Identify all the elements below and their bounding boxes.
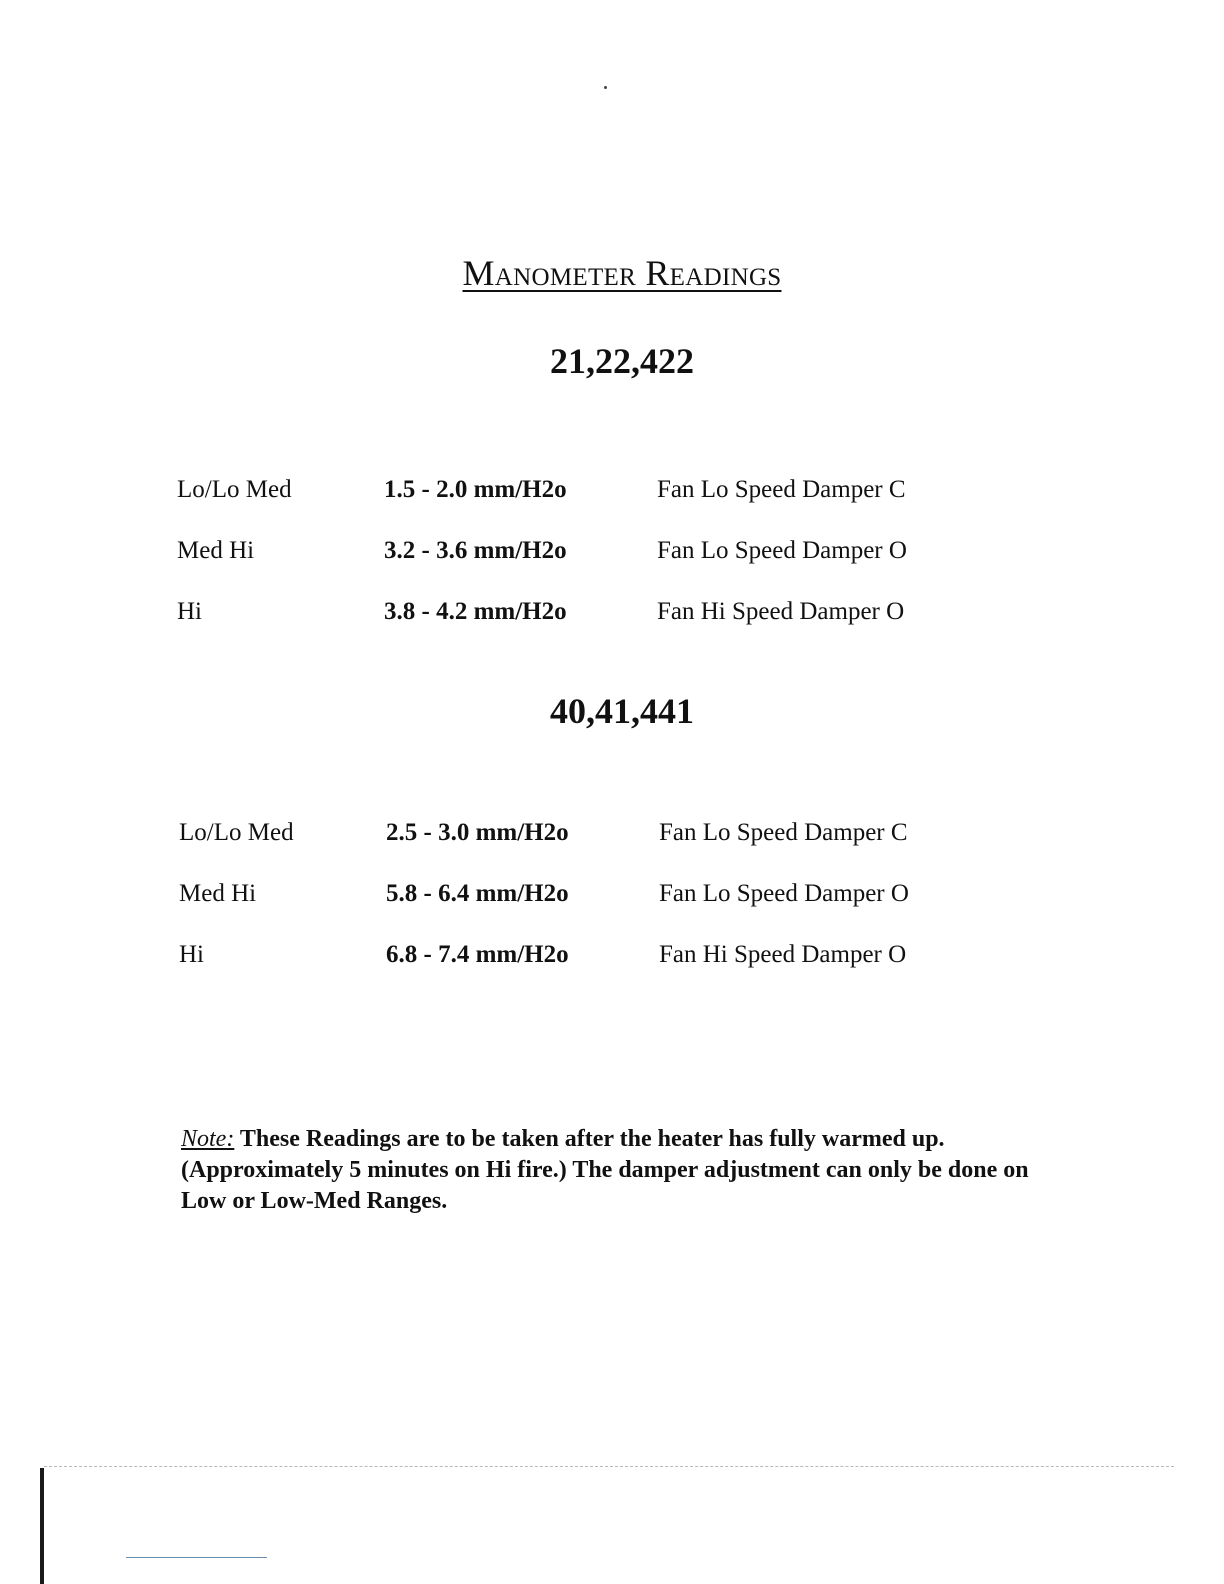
scan-speck xyxy=(604,86,607,89)
page-title: Manometer Readings xyxy=(462,253,782,293)
fan-damper-setting: Fan Lo Speed Damper O xyxy=(659,880,909,907)
footnote-rule xyxy=(126,1557,267,1558)
reading-row xyxy=(177,598,1077,632)
range-label: Med Hi xyxy=(179,880,257,907)
section-heading-1: 21,22,422 xyxy=(550,341,694,381)
pressure-value: 5.8 - 6.4 mm/H2o xyxy=(386,880,569,907)
section-heading-2: 40,41,441 xyxy=(550,691,694,731)
range-label: Hi xyxy=(179,941,204,968)
reading-row xyxy=(177,476,1077,510)
note-paragraph xyxy=(181,1124,1061,1217)
fan-damper-setting: Fan Hi Speed Damper O xyxy=(659,941,907,968)
pressure-value: 3.2 - 3.6 mm/H2o xyxy=(384,537,567,564)
reading-row xyxy=(179,880,1079,914)
fan-damper-setting: Fan Lo Speed Damper C xyxy=(659,819,908,846)
margin-bar xyxy=(40,1468,44,1584)
range-label: Med Hi xyxy=(177,537,255,564)
fan-damper-setting: Fan Hi Speed Damper O xyxy=(657,598,905,625)
note-text: These Readings are to be taken after the heater has fully warmed up. (Approximately 5 minutes on Hi fire.) The damper adjustment can only be done on Low or Low-Med Ranges. xyxy=(181,1126,1029,1214)
fan-damper-setting: Fan Lo Speed Damper C xyxy=(657,476,906,503)
pressure-value: 6.8 - 7.4 mm/H2o xyxy=(386,941,569,968)
pressure-value: 3.8 - 4.2 mm/H2o xyxy=(384,598,567,625)
range-label: Lo/Lo Med xyxy=(177,476,292,503)
range-label: Lo/Lo Med xyxy=(179,819,294,846)
pressure-value: 2.5 - 3.0 mm/H2o xyxy=(386,819,569,846)
fan-damper-setting: Fan Lo Speed Damper O xyxy=(657,537,907,564)
reading-row xyxy=(177,537,1077,571)
pressure-value: 1.5 - 2.0 mm/H2o xyxy=(384,476,567,503)
reading-row xyxy=(179,941,1079,975)
footer-divider xyxy=(44,1466,1174,1467)
reading-row xyxy=(179,819,1079,853)
range-label: Hi xyxy=(177,598,202,625)
note-label: Note: xyxy=(181,1126,235,1152)
